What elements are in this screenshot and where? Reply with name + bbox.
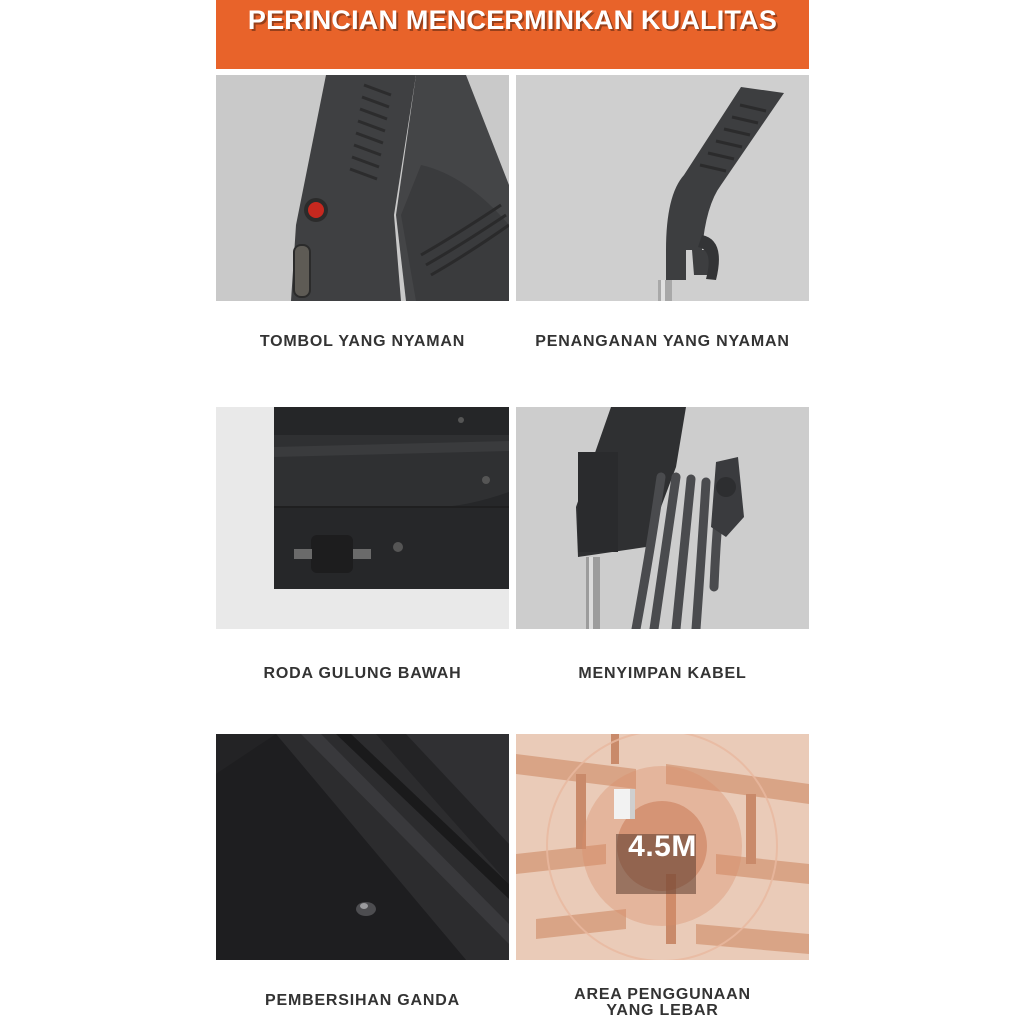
caption-roller: RODA GULUNG BAWAH	[263, 665, 462, 682]
usage-range-label: 4.5M	[628, 830, 697, 863]
double-cleaning-photo	[216, 734, 509, 960]
handle-photo	[516, 75, 809, 301]
switch-photo	[216, 75, 509, 301]
caption-handle: PENANGANAN YANG NYAMAN	[535, 333, 790, 350]
caption-usage-area-line1: AREA PENGGUNAAN	[574, 986, 751, 1003]
caption-double-cleaning: PEMBERSIHAN GANDA	[265, 992, 460, 1009]
feature-image-cable	[516, 407, 809, 629]
caption-cable: MENYIMPAN KABEL	[578, 665, 747, 682]
title-banner	[216, 0, 809, 69]
caption-usage-area	[516, 987, 809, 1019]
banner-title: PERINCIAN MENCERMINKAN KUALITAS	[247, 5, 778, 35]
cable-photo	[516, 407, 809, 629]
caption-usage-area-line2: YANG LEBAR	[606, 1002, 719, 1019]
roller-photo	[216, 407, 509, 629]
feature-image-double-cleaning	[216, 734, 509, 960]
caption-switch: TOMBOL YANG NYAMAN	[259, 333, 466, 350]
feature-image-handle	[516, 75, 809, 301]
feature-image-roller	[216, 407, 509, 629]
feature-image-usage-area	[516, 734, 809, 960]
feature-image-switch	[216, 75, 509, 301]
